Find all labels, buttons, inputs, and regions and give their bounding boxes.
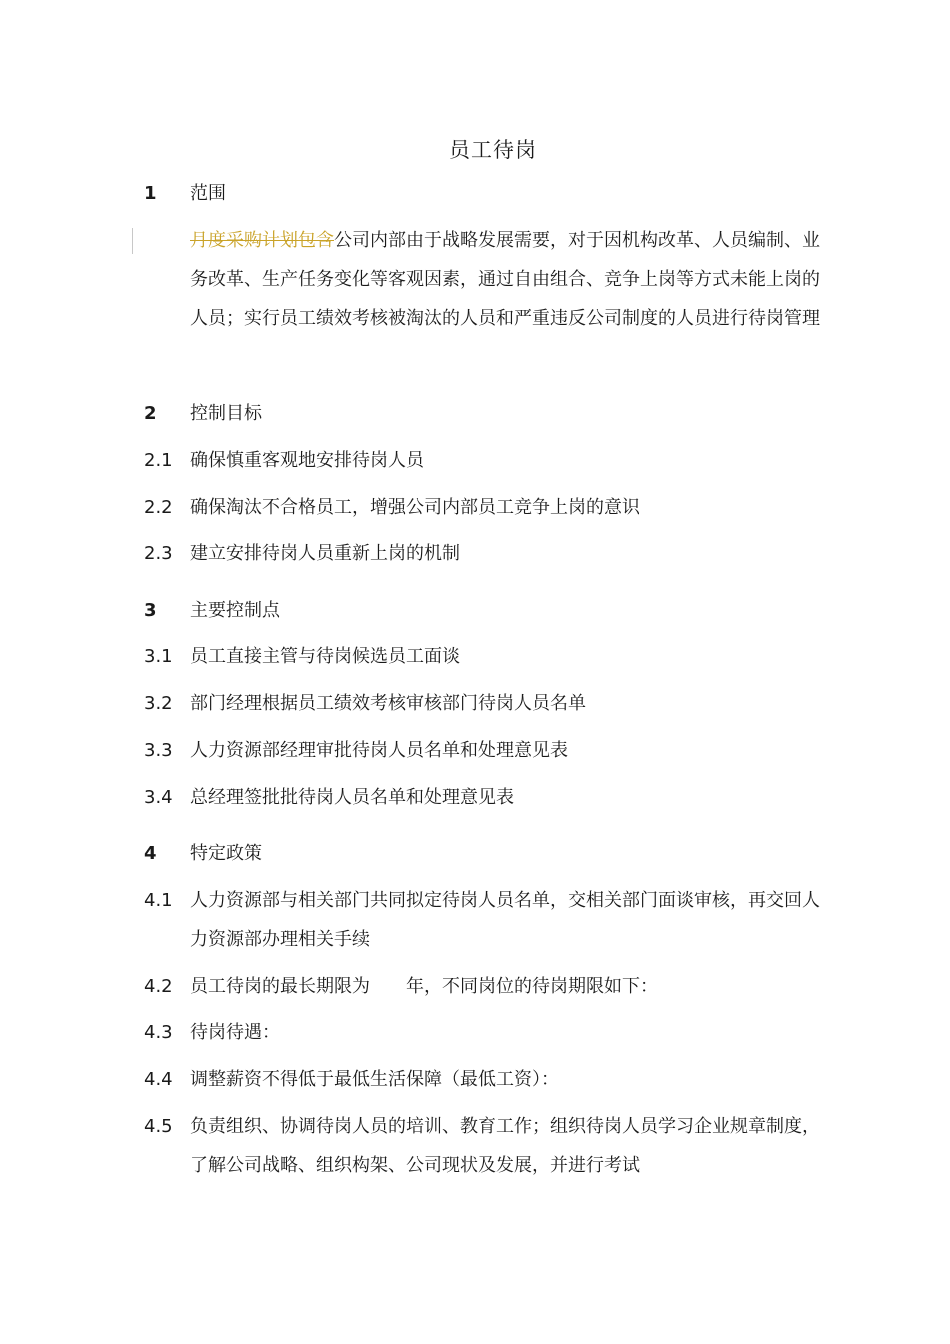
item-4-5: [144, 1107, 824, 1185]
section-4-heading: [144, 834, 824, 873]
item-text: 员工直接主管与待岗候选员工面谈: [190, 646, 460, 667]
item-number: 3.4: [144, 787, 173, 808]
item-number: 2.2: [144, 497, 173, 518]
item-number: 4.1: [144, 890, 173, 911]
item-4-1: [144, 881, 824, 959]
item-2-3: [144, 534, 824, 573]
section-number: 2: [144, 403, 157, 424]
item-4-2: [144, 967, 824, 1006]
section-3-heading: [144, 591, 824, 630]
item-text: 人力资源部与相关部门共同拟定待岗人员名单，交相关部门面谈审核，再交回人力资源部办理相关手续: [190, 890, 820, 950]
item-text-before-blank: 员工待岗的最长期限为: [190, 976, 370, 997]
item-number: 4.5: [144, 1116, 173, 1137]
item-number: 3.2: [144, 693, 173, 714]
item-4-3: [144, 1013, 824, 1052]
section-title: 主要控制点: [190, 600, 280, 621]
item-4-4: [144, 1060, 824, 1099]
section-1-body: [144, 221, 824, 338]
item-3-3: [144, 731, 824, 770]
item-number: 2.1: [144, 450, 173, 471]
item-text: 待岗待遇：: [190, 1022, 280, 1043]
paragraph: [190, 221, 824, 338]
section-number: 3: [144, 600, 157, 621]
deleted-text: 月度采购计划包含: [190, 230, 334, 251]
item-number: 3.3: [144, 740, 173, 761]
section-title: 特定政策: [190, 843, 262, 864]
item-3-4: [144, 778, 824, 817]
item-text: 确保慎重客观地安排待岗人员: [190, 450, 424, 471]
item-text: 人力资源部经理审批待岗人员名单和处理意见表: [190, 740, 568, 761]
section-title: 控制目标: [190, 403, 262, 424]
item-text: 部门经理根据员工绩效考核审核部门待岗人员名单: [190, 693, 586, 714]
item-text: 建立安排待岗人员重新上岗的机制: [190, 543, 460, 564]
item-text: 负责组织、协调待岗人员的培训、教育工作；组织待岗人员学习企业规章制度，了解公司战略、组织构架、公司现状及发展，并进行考试: [190, 1116, 820, 1176]
item-3-2: [144, 684, 824, 723]
section-number: 1: [144, 183, 157, 204]
revision-mark: [132, 228, 133, 254]
item-text: 确保淘汰不合格员工，增强公司内部员工竞争上岗的意识: [190, 497, 640, 518]
page-title: 员工待岗: [449, 138, 537, 162]
item-3-1: [144, 637, 824, 676]
item-number: 2.3: [144, 543, 173, 564]
section-2-heading: [144, 394, 824, 433]
item-2-1: [144, 441, 824, 480]
item-2-2: [144, 488, 824, 527]
item-text: 调整薪资不得低于最低生活保障（最低工资）：: [190, 1069, 559, 1090]
item-number: 4.4: [144, 1069, 173, 1090]
item-number: 3.1: [144, 646, 173, 667]
item-number: 4.2: [144, 976, 173, 997]
item-number: 4.3: [144, 1022, 173, 1043]
item-text-after-blank: 年，不同岗位的待岗期限如下：: [406, 976, 658, 997]
section-number: 4: [144, 843, 157, 864]
item-text: [190, 967, 824, 1006]
section-1-heading: [144, 174, 824, 213]
section-title: 范围: [190, 183, 226, 204]
paragraph-text: 公司内部由于战略发展需要，对于因机构改革、人员编制、业务改革、生产任务变化等客观因素，通过自由组合、竞争上岗等方式未能上岗的人员；实行员工绩效考核被淘汰的人员和严重违反公司制度的人员进行待岗管理: [190, 230, 820, 329]
item-text: 总经理签批批待岗人员名单和处理意见表: [190, 787, 514, 808]
